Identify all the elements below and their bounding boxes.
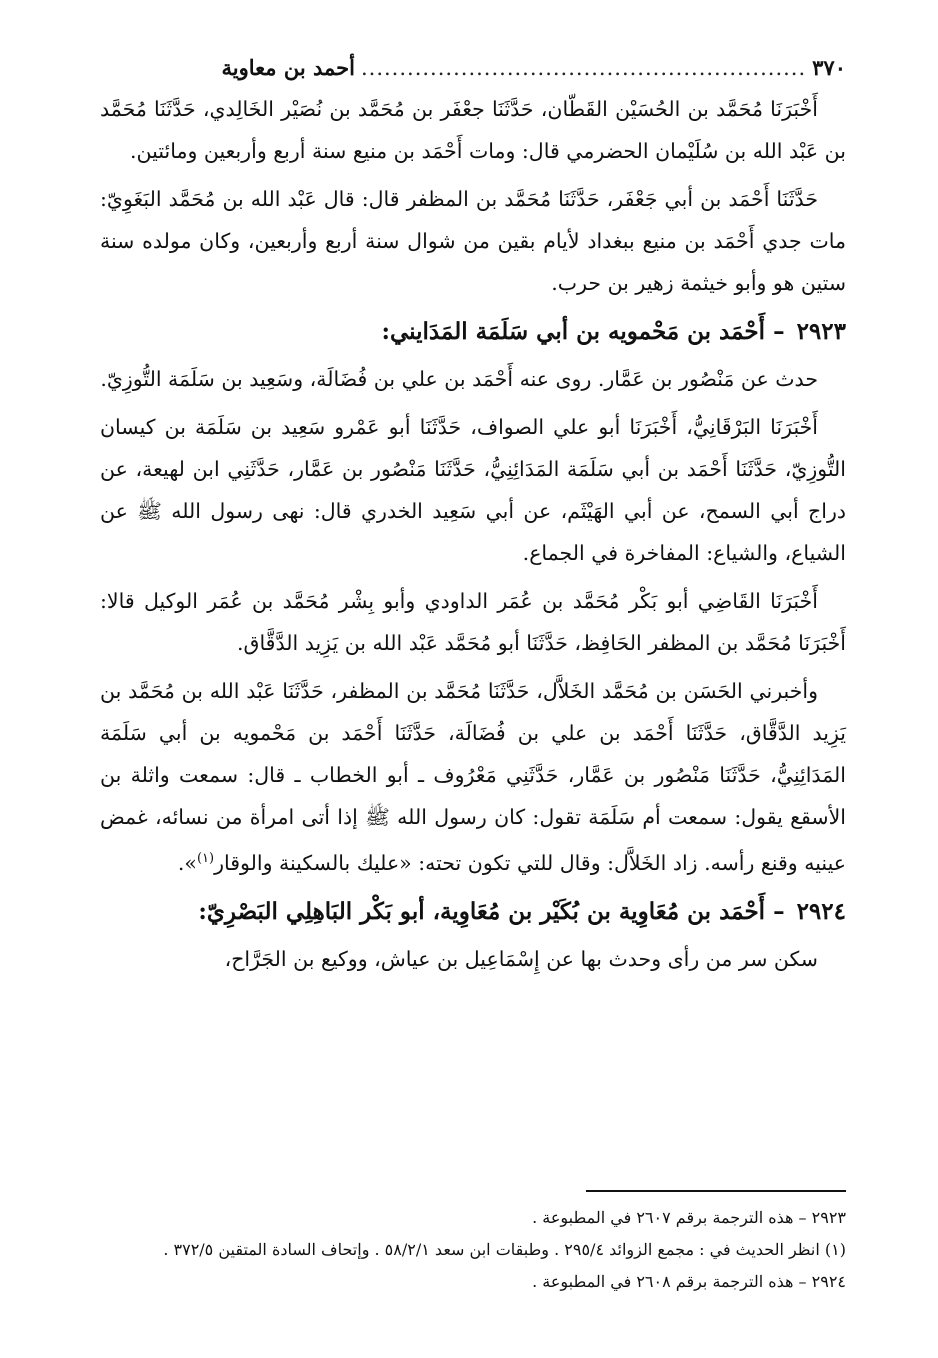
paragraph: أَخْبَرَنَا القَاضِي أبو بَكْر مُحَمَّد بن عُمَر الداودي وأبو بِشْر مُحَمَّد بن عُمَر الوكيل قالا: أَخْبَرَنَا مُحَمَّد بن المظفر الحَافِظ، حَدَّثَنَا أبو مُحَمَّد عَبْد الله بن يَزِيد الدَّقَّاق. (100, 589, 846, 655)
dash: – (773, 897, 785, 925)
entry-heading-2923 (100, 310, 846, 354)
entry-number: ٢٩٢٤ (796, 897, 846, 925)
entry-title: أَحْمَد بن مَحْمويه بن أبي سَلَمَة المَدَايني: (381, 318, 766, 345)
paragraph: سكن سر من رأى وحدث بها عن إِسْمَاعِيل بن عياش، ووكيع بن الجَرَّاح، (224, 946, 818, 971)
leader-dots: .......................................................... (360, 56, 807, 80)
quote-close: ». (177, 850, 197, 875)
paragraph: أَخْبَرَنَا البَرْقَانِيُّ، أَخْبَرَنَا أبو علي الصواف، حَدَّثَنَا أبو عَمْرو سَعِيد بن سَلَمَة بن كيسان التُّوزِيّ، حَدَّثَنَا أَحْمَد بن أبي سَلَمَة المَدَائِنِيُّ، حَدَّثَنَا مَنْصُور بن عَمَّار، حَدَّثَنِي ابن لهيعة، عن دراج أبي السمح، عن أبي الهَيْثَم، عن أبي سَعِيد الخدري قال: نهى رسول الله ﷺ عن الشياع، والشياع: المفاخرة في الجماع. (100, 415, 846, 565)
running-title: أحمد بن معاوية (221, 55, 355, 80)
footnotes (100, 1190, 846, 1300)
footnote: ٢٩٢٤ – هذه الترجمة برقم ٢٦٠٨ في المطبوعة . (532, 1272, 846, 1291)
running-head (100, 48, 846, 88)
paragraph: حدث عن مَنْصُور بن عَمَّار. روى عنه أَحْمَد بن علي بن فُضَالَة، وسَعِيد بن سَلَمَة التُّوزِيّ. (100, 367, 818, 391)
footnote-marker: (١) (196, 851, 215, 866)
dash: – (773, 318, 785, 345)
entry-number: ٢٩٢٣ (796, 318, 846, 345)
footnote-rule (586, 1190, 846, 1192)
footnote: (١) انظر الحديث في : مجمع الزوائد ٢٩٥/٤ . وطبقات ابن سعد ٥٨/٢/١ . وإتحاف السادة المتقين ٣٧٢/٥ . (163, 1240, 846, 1259)
paragraph: حَدَّثَنَا أَحْمَد بن أبي جَعْفَر، حَدَّثَنَا مُحَمَّد بن المظفر قال: قال عَبْد الله بن مُحَمَّد البَغَوِيّ: مات جدي أَحْمَد بن منيع ببغداد لأيام بقين من شوال سنة أربع وأربعين، وكان مولده سنة ستين هو وأبو خيثمة زهير بن حرب. (100, 187, 846, 295)
footnote: ٢٩٢٣ – هذه الترجمة برقم ٢٦٠٧ في المطبوعة . (532, 1208, 846, 1227)
entry-title: أَحْمَد بن مُعَاوِية بن بُكَيْر بن مُعَاوِية، أبو بَكْر البَاهِلِي البَصْرِيّ: (198, 897, 766, 925)
paragraph-with-footnote (100, 670, 846, 884)
page-number: ٣٧٠ (812, 55, 846, 80)
main-text (100, 88, 846, 980)
paragraph: أَخْبَرَنَا مُحَمَّد بن الحُسَيْن القَطّان، حَدَّثَنَا جعْفَر بن مُحَمَّد بن نُصَيْر الخَالِدي، حَدَّثَنَا مُحَمَّد بن عَبْد الله بن سُلَيْمان الحضرمي قال: ومات أَحْمَد بن منيع سنة أربع وأربعين ومائتين. (100, 97, 846, 163)
paragraph-text: وأخبرني الحَسَن بن مُحَمَّد الخَلاَّل، حَدَّثَنَا مُحَمَّد بن المظفر، حَدَّثَنَا عَبْد الله بن مُحَمَّد بن يَزِيد الدَّقَّاق، حَدَّثَنَا أَحْمَد بن علي بن فُضَالَة، حَدَّثَنَا أَحْمَد بن مَحْمويه بن أبي سَلَمَة المَدَائِنِيُّ، حَدَّثَنَا مَنْصُور بن عَمَّار، حَدَّثَنِي مَعْرُوف ـ أبو الخطاب ـ قال: سمعت واثلة بن الأسقع يقول: سمعت أم سَلَمَة تقول: كان رسول الله ﷺ إذا أتى امرأة من نسائه، غمض عينيه وقنع رأسه. زاد الخَلاَّل: وقال للتي تكون تحته: «عليك بالسكينة والوقار (100, 679, 846, 875)
entry-heading-2924 (100, 890, 846, 934)
